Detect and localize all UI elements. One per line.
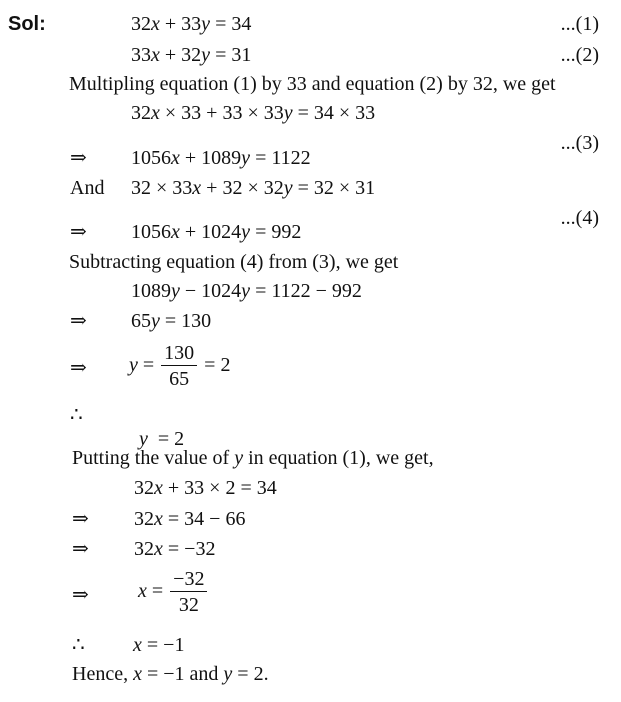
step-substitute: 32x + 33 × 2 = 34 bbox=[134, 477, 277, 499]
therefore-symbol: ∴ bbox=[72, 634, 85, 656]
implies-symbol: ⇒ bbox=[70, 357, 87, 379]
implies-symbol: ⇒ bbox=[70, 147, 87, 169]
equation-number-3: ...(3) bbox=[560, 132, 599, 154]
implies-symbol: ⇒ bbox=[72, 538, 89, 560]
step-65y: 65y = 130 bbox=[131, 310, 212, 332]
implies-symbol: ⇒ bbox=[70, 221, 87, 243]
fraction: $\frac{130}{65}$ bbox=[161, 341, 197, 392]
therefore-symbol: ∴ bbox=[70, 404, 83, 426]
implies-symbol: ⇒ bbox=[70, 310, 87, 332]
conclusion: Hence, x = −1 and y = 2. bbox=[72, 663, 269, 685]
equation-2: 33x + 32y = 31 bbox=[131, 44, 252, 66]
and-label: And bbox=[70, 177, 105, 199]
step-subtract: 1089y − 1024y = 1122 − 992 bbox=[131, 280, 362, 302]
paragraph-substitute: Putting the value of y in equation (1), we get, bbox=[72, 447, 434, 469]
paragraph-subtract: Subtracting equation (4) from (3), we get bbox=[69, 251, 399, 273]
step-y-fraction: y = $\frac{130}{65}$ = 2 bbox=[129, 341, 231, 390]
step-multiply: 32x × 33 + 33 × 33y = 34 × 33 bbox=[131, 102, 376, 124]
step-and: 32 × 33x + 32 × 32y = 32 × 31 bbox=[131, 177, 376, 199]
equation-number-1: ...(1) bbox=[560, 13, 599, 35]
step-32x-value: 32x = −32 bbox=[134, 538, 216, 560]
paragraph-multiply: Multipling equation (1) by 33 and equation (2) by 32, we get bbox=[69, 73, 556, 95]
result-y: y = 2 bbox=[139, 428, 185, 450]
implies-symbol: ⇒ bbox=[72, 584, 89, 606]
implies-symbol: ⇒ bbox=[72, 508, 89, 530]
fraction: $\frac{-32}{32}$ bbox=[170, 567, 207, 618]
equation-number-2: ...(2) bbox=[560, 44, 599, 66]
solution-label: Sol: bbox=[8, 13, 46, 35]
equation-number-4: ...(4) bbox=[560, 207, 599, 229]
equation-3: 1056x + 1089y = 1122 bbox=[131, 147, 311, 169]
result-x: x = −1 bbox=[133, 634, 185, 656]
equation-1: 32x + 33y = 34 bbox=[131, 13, 252, 35]
step-x-fraction: x = $\frac{-32}{32}$ bbox=[138, 566, 209, 618]
equation-4: 1056x + 1024y = 992 bbox=[131, 221, 302, 243]
step-32x-diff: 32x = 34 − 66 bbox=[134, 508, 246, 530]
